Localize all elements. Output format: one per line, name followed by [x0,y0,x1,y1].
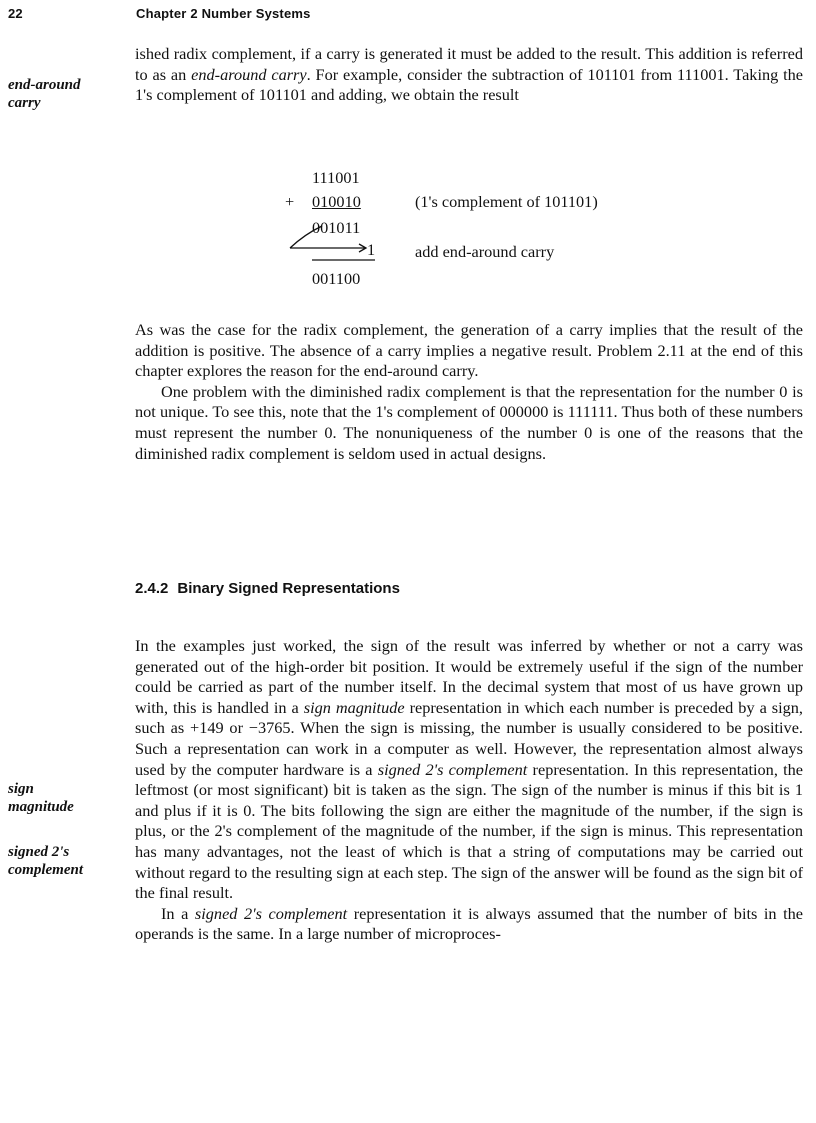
margin-note-line: end-around [8,77,81,93]
para5-text-b: representation it is always assumed that the number of bits in the operands is the same. In a large number of microproces- [135,903,803,944]
term-signed-2s-complement: signed 2's complement [377,759,528,779]
para2-text: As was the case for the radix complement, the generation of a carry implies that the result of the addition is positive. The absence of a carry implies a negative result. Problem 2.11 at the end of this chapter explores the reason for the end-around carry. [135,320,803,381]
margin-note-line: magnitude [8,799,74,815]
paragraph-4 [135,636,803,945]
calc-result: 001100 [312,269,361,288]
calc-carry-digit: 1 [367,240,376,259]
page-number: 22 [8,6,23,21]
paragraph-2 [135,320,803,464]
calc-note-1s-complement: (1's complement of 101101) [415,192,598,211]
margin-note-line: sign [8,781,34,797]
section-number: 2.4.2 [135,580,169,597]
term-signed-2s-complement-2: signed 2's complement [194,903,348,923]
para4-text-a: In the examples just worked, the sign of the result was inferred by whether or not a carry was generated out of the high-order bit position. It would be extremely useful if the sign of the number could be carried as part of the number itself. In the decimal system that most of us have grown up with, this is handled in a [135,636,803,717]
term-sign-magnitude: sign magnitude [303,697,405,717]
para5-text-a: In a [161,903,195,923]
margin-note-end-around-carry [8,76,120,112]
para4-text-b: representation in which each number is preceded by a sign, such as +149 or −3765. When the sign is missing, the number is usually considered to be positive. Such a representation can work in a computer as well. However, the representation almost always used by the computer hardware is a [135,697,803,779]
calc-line-3: 001011 [312,218,361,237]
para1-text-a: ished radix complement, if a carry is generated it must be added to the result. This addition is referred to as an [135,44,803,84]
chapter-title: Chapter 2 Number Systems [136,6,311,21]
margin-note-line: complement [8,862,83,878]
calc-line-2: 010010 [312,192,361,211]
para4-text-c: representation. In this representation, the leftmost (or most significant) bit is taken as the sign. The sign of the number is minus if this bit is 1 and plus if it is 0. The bits following the sign are either the magnitude of the number, if the sign is plus, or the 2's complement of the magnitude of the number, if the sign is minus. This representation has many advantages, not the least of which is that a string of computations may be carried out without regard to the resulting sign at each step. The sign of the answer will be found as the sign bit of the final result. [135,759,804,903]
section-heading [135,580,400,597]
calc-line-1: 111001 [312,168,360,187]
calc-plus-sign: + [285,192,295,211]
margin-note-line: carry [8,95,41,111]
margin-note-signed-2s-complement [8,843,120,879]
para1-text-b: . For example, consider the subtraction of 101101 from 111001. Taking the 1's complement of 101101 and adding, we obtain the result [135,64,803,105]
margin-note-sign-magnitude [8,780,120,816]
end-around-carry-calculation [285,168,705,293]
margin-note-line: signed 2's [8,844,70,860]
paragraph-1 [135,44,803,106]
section-title: Binary Signed Representations [177,580,400,597]
page-header [8,6,311,21]
calc-note-carry: add end-around carry [415,242,555,261]
para3-text: One problem with the diminished radix complement is that the representation for the number 0 is not unique. To see this, note that the 1's complement of 000000 is 111111. Thus both of these numbers must represent the number 0. The nonuniqueness of the number 0 is one of the reasons that the diminished radix complement is seldom used in actual designs. [135,381,803,463]
term-end-around-carry: end-around carry [191,64,307,84]
